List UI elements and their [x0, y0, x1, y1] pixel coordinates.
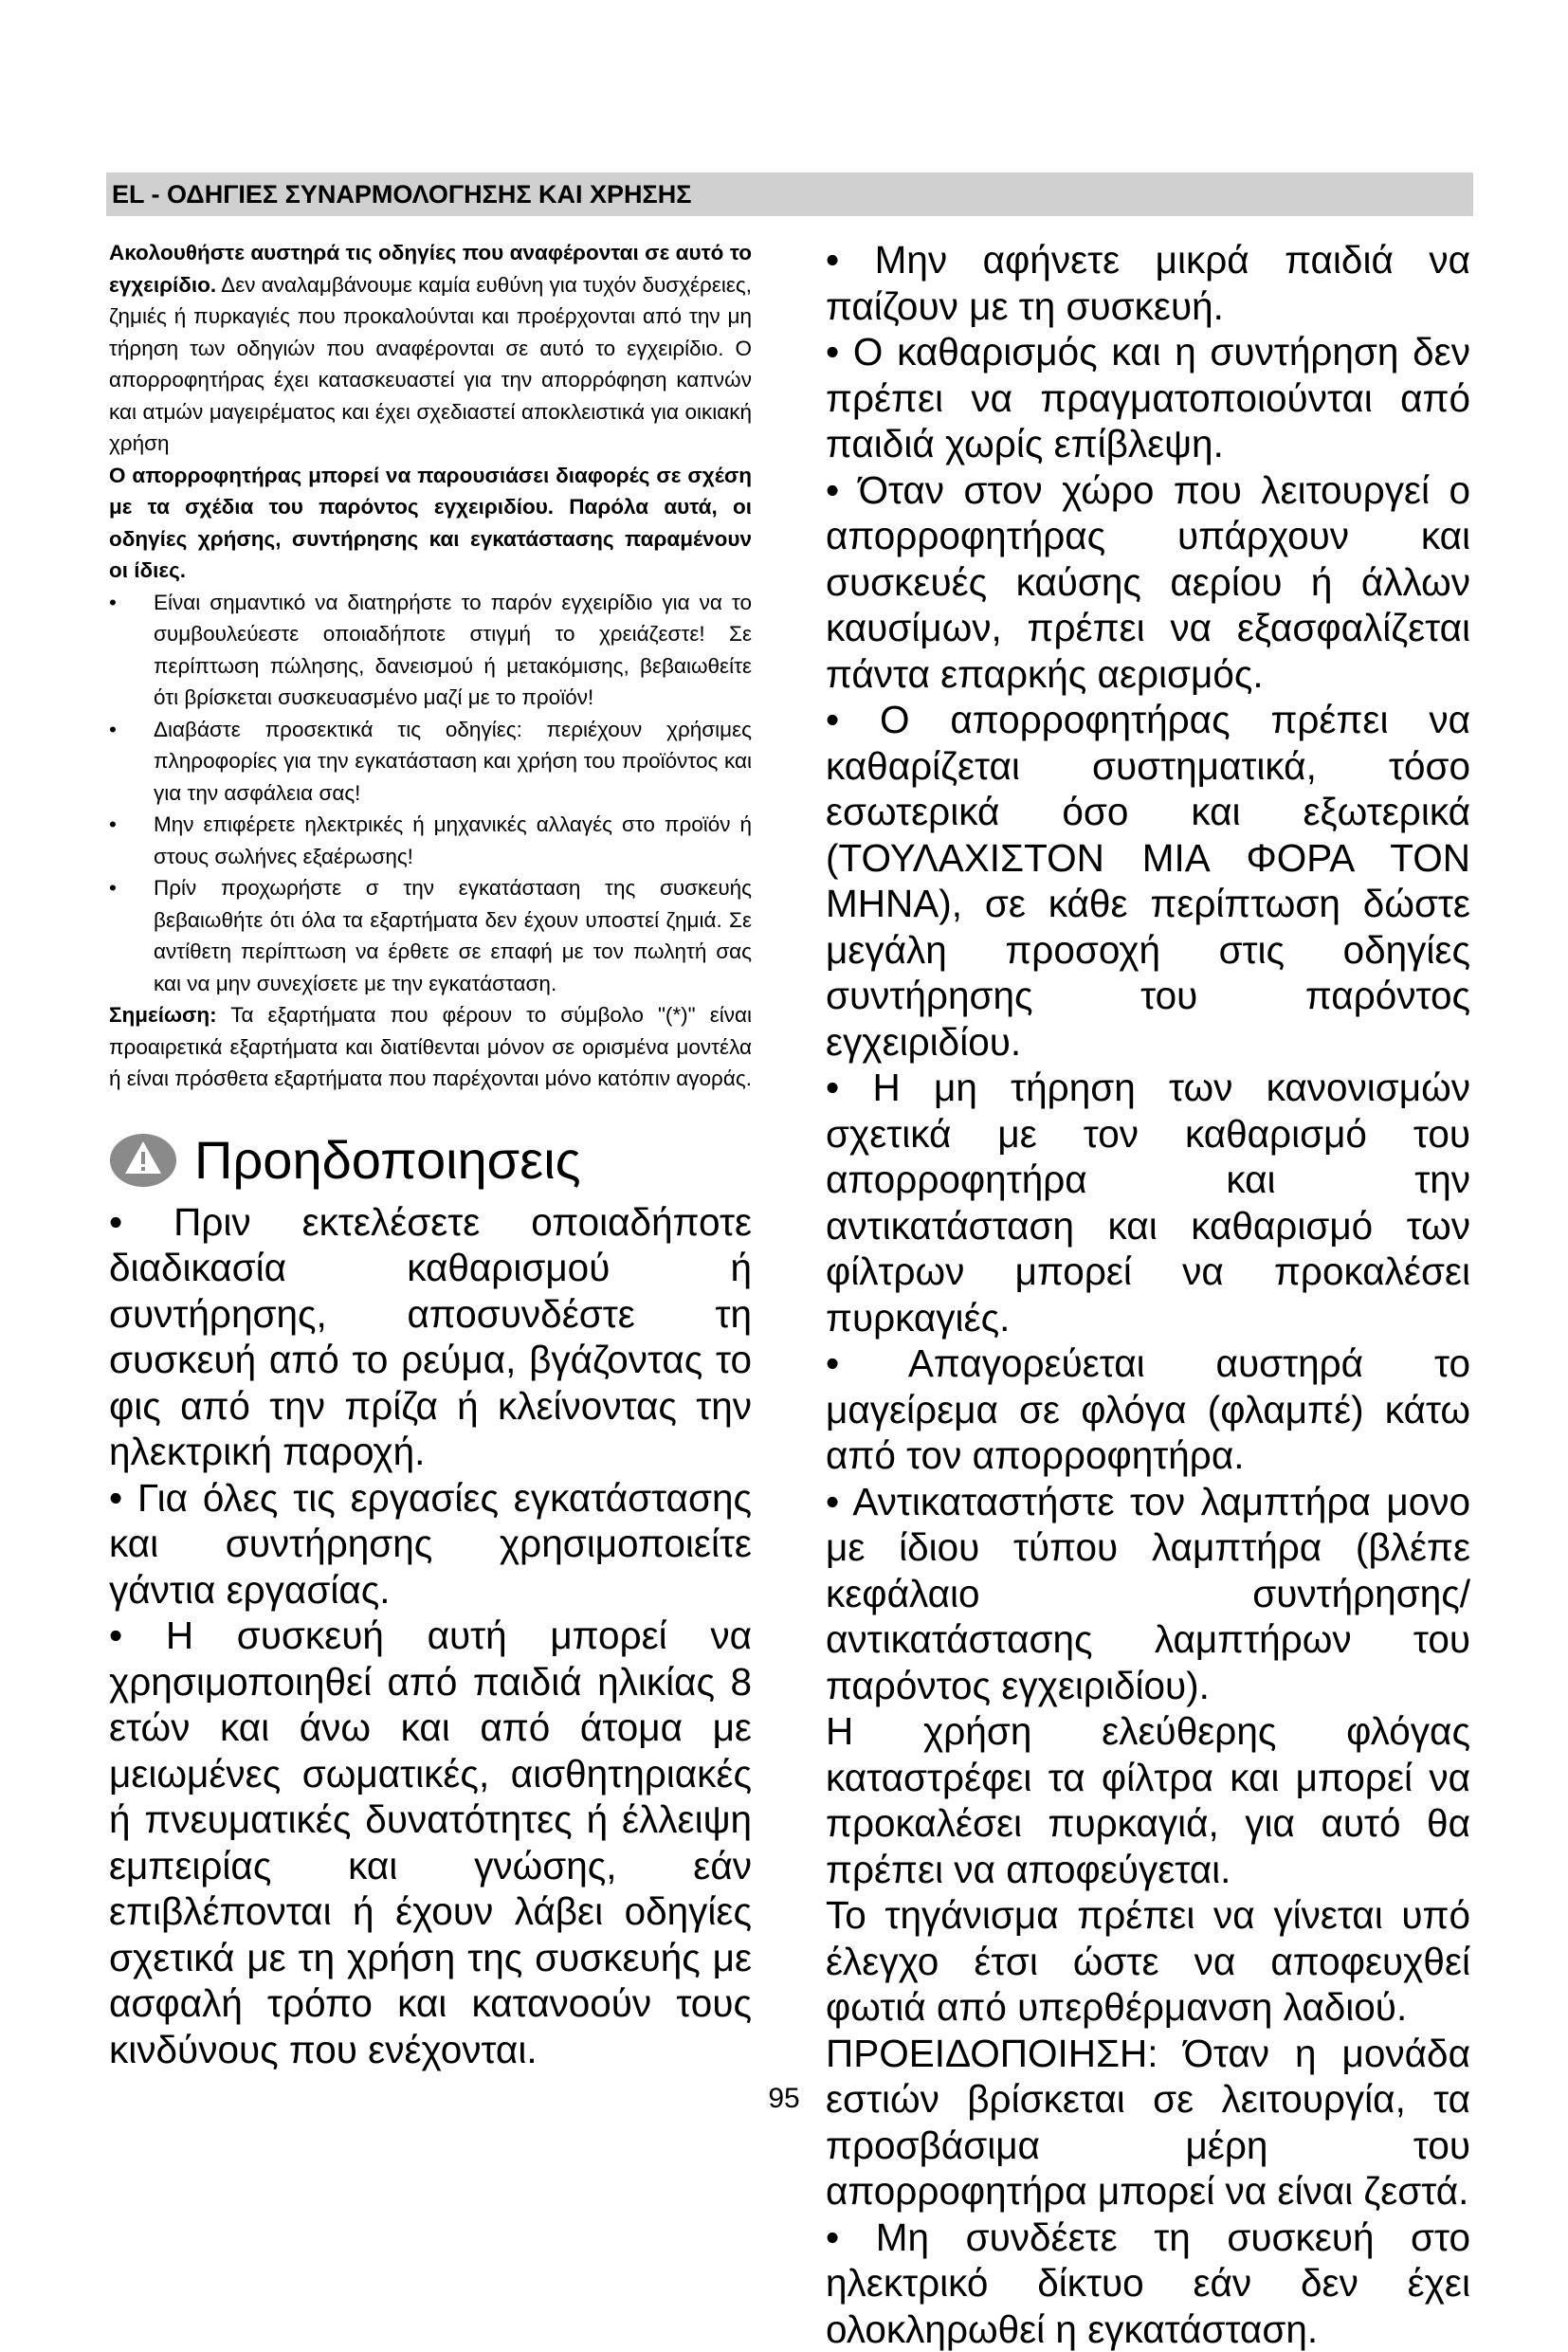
safety-paragraph: • Μην αφήνετε μικρά παιδιά να παίζουν με τη συσκευή. [826, 237, 1470, 329]
warnings-heading [109, 1127, 752, 1194]
safety-paragraph: Η χρήση ελεύθερης φλόγας καταστρέφει τα φίλτρα και μπορεί να προκαλέσει πυρκαγιά, για αυτό θα πρέπει να αποφεύγεται. [826, 1708, 1470, 1892]
bullet-symbol: • [109, 714, 117, 746]
list-item [109, 872, 752, 999]
info-bullet-list [109, 587, 752, 1000]
bold-paragraph-text: Ο απορροφητήρας μπορεί να παρουσιάσει διαφορές σε σχέση με τα σχέδια του παρόντος εγχειριδίου. Παρόλα αυτά, οι οδηγίες χρήσης, συντήρησης και εγκατάστασης παραμένουν οι ίδιες. [109, 464, 752, 583]
note-paragraph [109, 999, 752, 1095]
safety-paragraph: ΠΡΟΕΙΔΟΠΟΙΗΣΗ: Όταν η μονάδα εστιών βρίσκεται σε λειτουργία, τα προσβάσιμα μέρη του απορροφητήρα μπορεί να είναι ζεστά. [826, 2031, 1470, 2215]
safety-paragraph: • Ο απορροφητήρας πρέπει να καθαρίζεται συστηματικά, τόσο εσωτερικά όσο και εξωτερικά (ΤΟΥΛΑΧΙΣΤΟΝ ΜΙΑ ΦΟΡΑ ΤΟΝ ΜΗΝΑ), σε κάθε περίπτωση δώστε μεγάλη προσοχή στις οδηγίες συντήρησης του παρόντος εγχειριδίου. [826, 697, 1470, 1065]
warnings-title: Προηδοποιησεις [194, 1132, 581, 1189]
note-label: Σημείωση: [109, 1003, 217, 1027]
list-item-text: Είναι σημαντικό να διατηρήστε το παρόν εγχειρίδιο για να το συμβουλεύεστε οποιαδήποτε στιγμή το χρειάζεστε! Σε περίπτωση πώλησης, δανεισμού ή μετακόμισης, βεβαιωθείτε ότι βρίσκεται συσκευασμένο μαζί με το προϊόν! [154, 591, 752, 710]
bullet-symbol: • [109, 872, 117, 904]
list-item [109, 714, 752, 810]
page-number: 95 [0, 2082, 1568, 2116]
bullet-symbol: • [109, 809, 117, 841]
safety-paragraph: • Αντικαταστήστε τον λαμπτήρα μονο με ίδιου τύπου λαμπτήρα (βλέπε κεφάλαιο συντήρησης/αντικατάστασης λαμπτήρων του παρόντος εγχειριδίου). [826, 1479, 1470, 1709]
section-header: EL - ΟΔΗΓΙΕΣ ΣΥΝΑΡΜΟΛΟΓΗΣΗΣ ΚΑΙ ΧΡΗΣΗΣ [106, 173, 1473, 216]
intro-paragraph [109, 237, 752, 460]
note-text: Τα εξαρτήματα που φέρουν το σύμβολο "(*)" είναι προαιρετικά εξαρτήματα και διατίθενται μόνον σε ορισμένα μοντέλα ή είναι πρόσθετα εξαρτήματα που παρέχονται μόνο κατόπιν αγοράς. [109, 1003, 752, 1090]
intro-bold-text: Ακολουθήστε αυστηρά τις οδηγίες που αναφέρονται σε αυτό το εγχειρίδιο. [109, 241, 752, 297]
intro-text: Δεν αναλαμβάνουμε καμία ευθύνη για τυχόν δυσχέρειες, ζημιές ή πυρκαγιές που προκαλούνται και προέρχονται από την μη τήρηση των οδηγιών που αναφέρονται σε αυτό το εγχειρίδιο. Ο απορροφητήρας έχει κατασκευαστεί για την απορρόφηση καπνών και ατμών μαγειρέματος και έχει σχεδιαστεί αποκλειστικά για οικιακή χρήση [109, 273, 752, 456]
bullet-symbol: • [109, 587, 117, 619]
left-column [109, 237, 752, 2072]
warning-paragraph: • Η συσκευή αυτή μπορεί να χρησιμοποιηθεί από παιδιά ηλικίας 8 ετών και άνω και από άτομα με μειωμένες σωματικές, αισθητηριακές ή πνευματικές δυνατότητες ή έλλειψη εμπειρίας και γνώσης, εάν επιβλέπονται ή έχουν λάβει οδηγίες σχετικά με τη χρήση της συσκευής με ασφαλή τρόπο και κατανοούν τους κινδύνους που ενέχονται. [109, 1613, 752, 2072]
right-column [826, 237, 1470, 2352]
safety-paragraph: • Απαγορεύεται αυστηρά το μαγείρεμα σε φλόγα (φλαμπέ) κάτω από τον απορροφητήρα. [826, 1340, 1470, 1479]
safety-paragraph: Το τηγάνισμα πρέπει να γίνεται υπό έλεγχο έτσι ώστε να αποφευχθεί φωτιά από υπερθέρμανση λαδιού. [826, 1892, 1470, 2031]
warning-icon [109, 1132, 177, 1189]
safety-paragraph: • Ο καθαρισμός και η συντήρηση δεν πρέπει να πραγματοποιούνται από παιδιά χωρίς επίβλεψη. [826, 329, 1470, 467]
list-item-text: Διαβάστε προσεκτικά τις οδηγίες: περιέχουν χρήσιμες πληροφορίες για την εγκατάσταση και χρήση του προϊόντος και για την ασφάλεια σας! [154, 718, 752, 805]
list-item-text: Μην επιφέρετε ηλεκτρικές ή μηχανικές αλλαγές στο προϊόν ή στους σωλήνες εξαέρωσης! [154, 812, 752, 868]
list-item [109, 809, 752, 872]
safety-paragraph: • Μη συνδέετε τη συσκευή στο ηλεκτρικό δίκτυο εάν δεν έχει ολοκληρωθεί η εγκατάσταση. [826, 2215, 1470, 2352]
warning-paragraph: • Για όλες τις εργασίες εγκατάστασης και συντήρησης χρησιμοποιείτε γάντια εργασίας. [109, 1475, 752, 1614]
bold-paragraph [109, 460, 752, 587]
list-item-text: Πρίν προχωρήστε σ την εγκατάσταση της συσκευής βεβαιωθήτε ότι όλα τα εξαρτήματα δεν έχουν υποστεί ζημιά. Σε αντίθετη περίπτωση να έρθετε σε επαφή με τον πωλητή σας και να μην συνεχίσετε με την εγκατάσταση. [154, 876, 752, 995]
warning-paragraph: • Πριν εκτελέσετε οποιαδήποτε διαδικασία καθαρισμού ή συντήρησης, αποσυνδέστε τη συσκευή από το ρεύμα, βγάζοντας το φις από την πρίζα ή κλείνοντας την ηλεκτρική παροχή. [109, 1199, 752, 1475]
list-item [109, 587, 752, 714]
safety-paragraph: • Όταν στον χώρο που λειτουργεί ο απορροφητήρας υπάρχουν και συσκευές καύσης αερίου ή άλλων καυσίμων, πρέπει να εξασφαλίζεται πάντα επαρκής αερισμός. [826, 467, 1470, 698]
safety-paragraph: • Η μη τήρηση των κανονισμών σχετικά με τον καθαρισμό του απορροφητήρα και την αντικατάσταση και καθαρισμό των φίλτρων μπορεί να προκαλέσει πυρκαγιές. [826, 1065, 1470, 1340]
